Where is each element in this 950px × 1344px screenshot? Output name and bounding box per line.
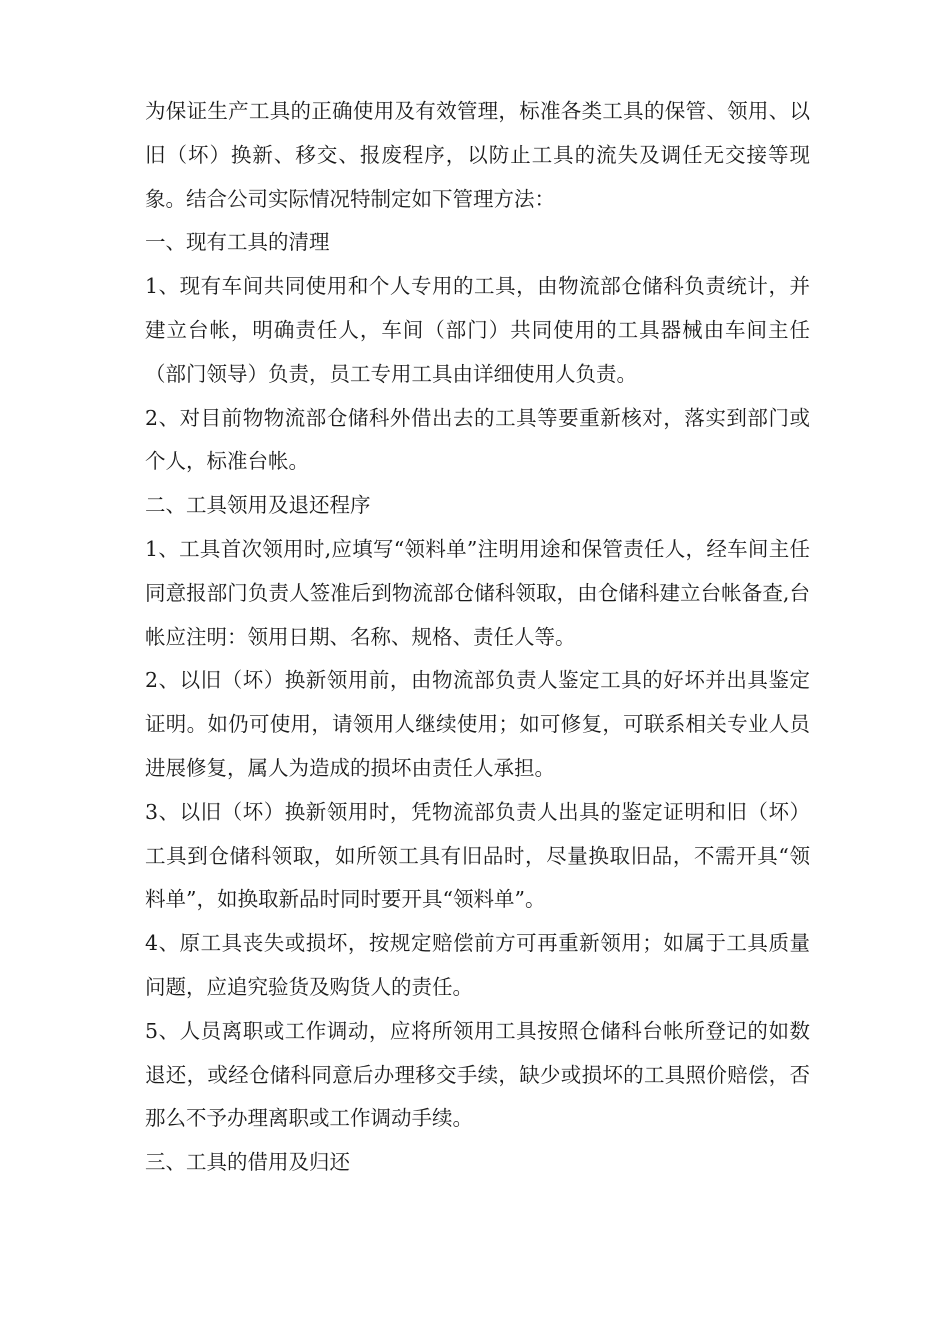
section-2-item-5: 5、人员离职或工作调动，应将所领用工具按照仓储科台帐所登记的如数退还，或经仓储科同意后办理移交手续，缺少或损坏的工具照价赔偿，否那么不予办理离职或工作调动手续。 (145, 1018, 810, 1131)
section-heading-2: 二、工具领用及退还程序 (145, 493, 371, 518)
document-page (145, 90, 810, 1185)
section-heading-3: 三、工具的借用及归还 (145, 1150, 350, 1175)
section-1-item-2: 2、对目前物物流部仓储科外借出去的工具等要重新核对，落实到部门或个人，标准台帐。 (145, 405, 810, 474)
section-2-item-4: 4、原工具丧失或损坏，按规定赔偿前方可再重新领用；如属于工具质量问题，应追究验货及购货人的责任。 (145, 931, 810, 999)
section-2-item-1: 1、工具首次领用时,应填写“领料单”注明用途和保管责任人，经车间主任同意报部门负责人签准后到物流部仓储科领取，由仓储科建立台帐备查,台帐应注明：领用日期、名称、规格、责任人等。 (145, 536, 810, 649)
section-2-item-3: 3、以旧（坏）换新领用时，凭物流部负责人出具的鉴定证明和旧（坏）工具到仓储科领取，如所领工具有旧品时，尽量换取旧品，不需开具“领料单”，如换取新品时同时要开具“领料单”。 (145, 799, 810, 912)
intro-paragraph: 为保证生产工具的正确使用及有效管理，标准各类工具的保管、领用、以旧（坏）换新、移交、报废程序，以防止工具的流失及调任无交接等现象。结合公司实际情况特制定如下管理方法： (145, 99, 810, 211)
section-1-item-1: 1、现有车间共同使用和个人专用的工具，由物流部仓储科负责统计，并建立台帐，明确责任人，车间（部门）共同使用的工具器械由车间主任（部门领导）负责，员工专用工具由详细使用人负责。 (145, 274, 810, 386)
section-heading-1: 一、现有工具的清理 (145, 230, 330, 255)
section-2-item-2: 2、以旧（坏）换新领用前，由物流部负责人鉴定工具的好坏并出具鉴定证明。如仍可使用，请领用人继续使用；如可修复，可联系相关专业人员进展修复，属人为造成的损坏由责任人承担。 (145, 668, 810, 780)
